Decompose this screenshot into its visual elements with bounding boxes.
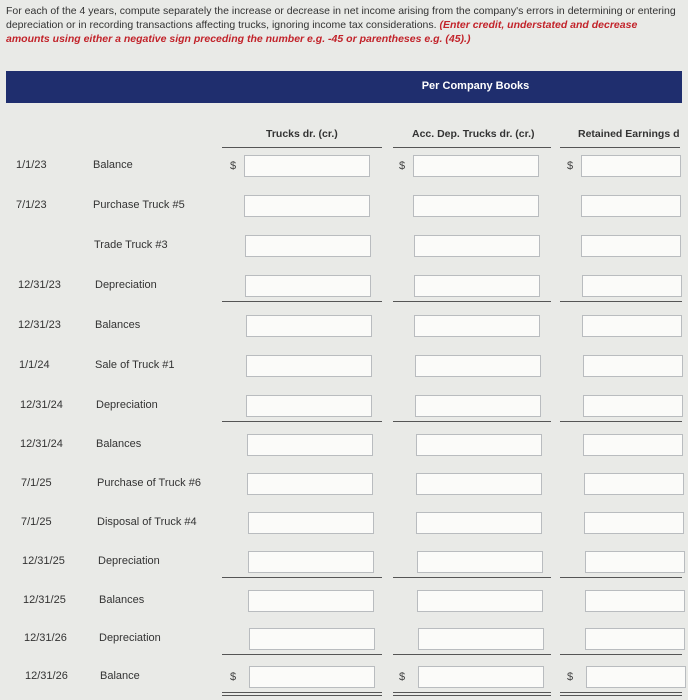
currency-symbol: $	[230, 671, 237, 683]
currency-symbol: $	[567, 671, 574, 683]
col-header-rule	[560, 147, 680, 148]
col-header-trucks: Trucks dr. (cr.)	[266, 128, 338, 140]
acc-dep-input[interactable]	[416, 434, 542, 456]
row-description: Balances	[99, 594, 145, 606]
currency-symbol: $	[399, 160, 406, 172]
retained-earnings-input[interactable]	[581, 155, 681, 177]
row-description: Balances	[96, 438, 142, 450]
row-date: 7/1/23	[16, 199, 47, 211]
acc-dep-input[interactable]	[413, 155, 539, 177]
subtotal-rule	[560, 421, 682, 422]
trucks-input[interactable]	[249, 628, 375, 650]
row-description: Trade Truck #3	[94, 239, 168, 251]
acc-dep-input[interactable]	[413, 195, 539, 217]
row-description: Balances	[95, 319, 141, 331]
row-date: 1/1/24	[19, 359, 50, 371]
acc-dep-input[interactable]	[414, 315, 540, 337]
col-header-rule	[393, 147, 551, 148]
row-date: 1/1/23	[16, 159, 47, 171]
retained-earnings-input[interactable]	[581, 235, 681, 257]
acc-dep-input[interactable]	[415, 355, 541, 377]
retained-earnings-input[interactable]	[582, 275, 682, 297]
retained-earnings-input[interactable]	[585, 551, 685, 573]
trucks-input[interactable]	[245, 235, 371, 257]
retained-earnings-input[interactable]	[585, 628, 685, 650]
instructions	[6, 4, 676, 46]
instructions-text: For each of the 4 years, compute separately the increase or decrease in net income arising from the company's errors in determining or entering depreciation or in recording transactions affecting trucks, ignoring income tax considerations.	[6, 5, 676, 31]
row-description: Purchase of Truck #6	[97, 477, 201, 489]
acc-dep-input[interactable]	[416, 473, 542, 495]
trucks-input[interactable]	[248, 512, 374, 534]
retained-earnings-input[interactable]	[584, 512, 684, 534]
trucks-input[interactable]	[248, 590, 374, 612]
table-header-banner	[6, 71, 682, 103]
retained-earnings-input[interactable]	[583, 355, 683, 377]
row-date: 12/31/23	[18, 319, 61, 331]
row-date: 7/1/25	[21, 477, 52, 489]
entry-format-note: (Enter credit, understated and decrease amounts using either a negative sign preceding the number e.g. -45 or parentheses e.g. (45).)	[6, 19, 638, 45]
retained-earnings-input[interactable]	[586, 666, 686, 688]
subtotal-rule	[393, 654, 551, 655]
subtotal-rule	[393, 577, 551, 578]
subtotal-rule	[222, 301, 382, 302]
row-description: Sale of Truck #1	[95, 359, 175, 371]
retained-earnings-input[interactable]	[583, 434, 683, 456]
row-description: Purchase Truck #5	[93, 199, 185, 211]
total-double-rule	[222, 692, 382, 696]
retained-earnings-input[interactable]	[582, 315, 682, 337]
trucks-input[interactable]	[248, 551, 374, 573]
subtotal-rule	[560, 301, 682, 302]
trucks-input[interactable]	[246, 315, 372, 337]
subtotal-rule	[560, 654, 682, 655]
subtotal-rule	[393, 301, 551, 302]
col-header-rule	[222, 147, 382, 148]
retained-earnings-input[interactable]	[583, 395, 683, 417]
currency-symbol: $	[567, 160, 574, 172]
row-description: Depreciation	[98, 555, 160, 567]
acc-dep-input[interactable]	[415, 395, 541, 417]
row-date: 12/31/26	[25, 670, 68, 682]
subtotal-rule	[222, 421, 382, 422]
acc-dep-input[interactable]	[414, 275, 540, 297]
retained-earnings-input[interactable]	[584, 473, 684, 495]
row-description: Depreciation	[95, 279, 157, 291]
row-description: Balance	[93, 159, 133, 171]
acc-dep-input[interactable]	[418, 628, 544, 650]
row-description: Depreciation	[96, 399, 158, 411]
row-description: Disposal of Truck #4	[97, 516, 197, 528]
currency-symbol: $	[399, 671, 406, 683]
row-date: 12/31/25	[22, 555, 65, 567]
trucks-input[interactable]	[244, 155, 370, 177]
trucks-input[interactable]	[247, 473, 373, 495]
col-header-retained-earnings: Retained Earnings d	[578, 128, 680, 140]
acc-dep-input[interactable]	[416, 512, 542, 534]
subtotal-rule	[560, 577, 682, 578]
row-date: 12/31/24	[20, 399, 63, 411]
retained-earnings-input[interactable]	[585, 590, 685, 612]
trucks-input[interactable]	[245, 275, 371, 297]
trucks-input[interactable]	[249, 666, 375, 688]
acc-dep-input[interactable]	[414, 235, 540, 257]
total-double-rule	[560, 692, 682, 696]
row-date: 12/31/24	[20, 438, 63, 450]
per-company-books-label: Per Company Books	[421, 80, 530, 92]
row-date: 12/31/25	[23, 594, 66, 606]
acc-dep-input[interactable]	[417, 590, 543, 612]
subtotal-rule	[222, 654, 382, 655]
trucks-input[interactable]	[246, 355, 372, 377]
trucks-input[interactable]	[246, 395, 372, 417]
total-double-rule	[393, 692, 551, 696]
trucks-input[interactable]	[247, 434, 373, 456]
retained-earnings-input[interactable]	[581, 195, 681, 217]
subtotal-rule	[222, 577, 382, 578]
row-description: Balance	[100, 670, 140, 682]
row-date: 12/31/26	[24, 632, 67, 644]
row-description: Depreciation	[99, 632, 161, 644]
currency-symbol: $	[230, 160, 237, 172]
col-header-acc-dep: Acc. Dep. Trucks dr. (cr.)	[412, 128, 535, 140]
acc-dep-input[interactable]	[417, 551, 543, 573]
subtotal-rule	[393, 421, 551, 422]
trucks-input[interactable]	[244, 195, 370, 217]
row-date: 12/31/23	[18, 279, 61, 291]
acc-dep-input[interactable]	[418, 666, 544, 688]
row-date: 7/1/25	[21, 516, 52, 528]
